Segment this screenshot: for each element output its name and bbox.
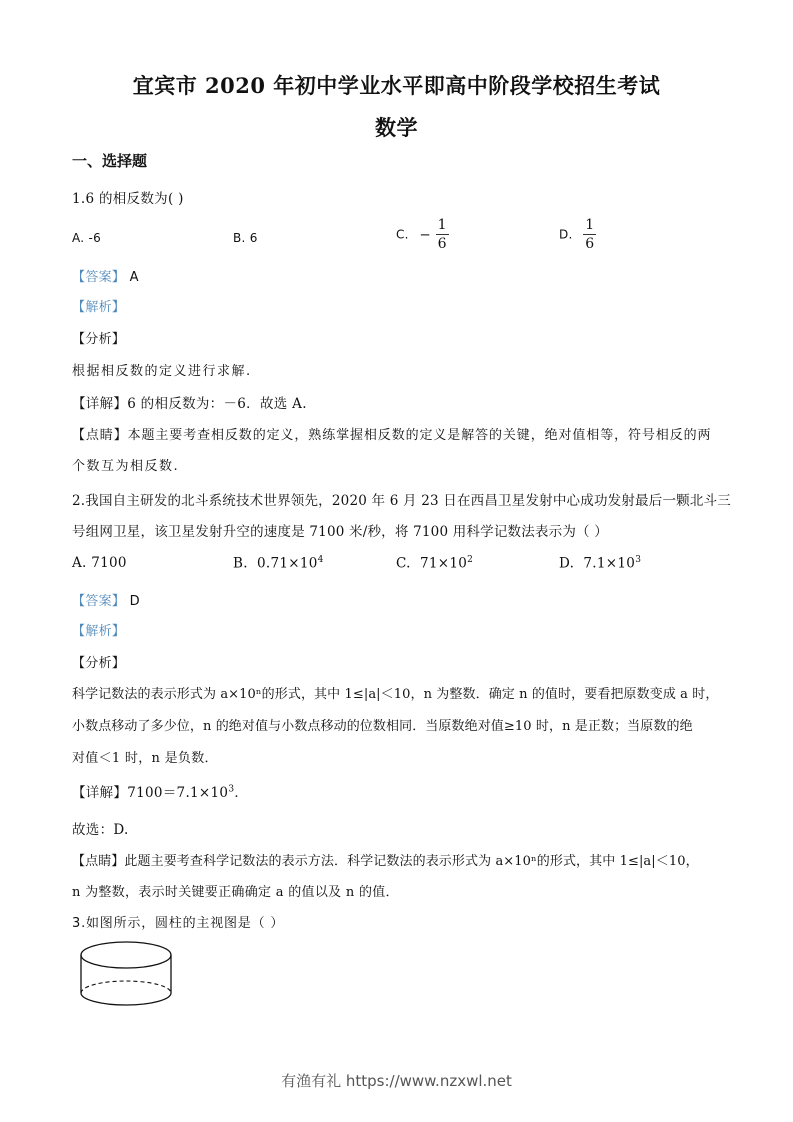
q1-comment-line2: 个数互为相反数.: [72, 459, 180, 474]
q2-choose: 故选：D.: [72, 822, 129, 838]
answer-value: A: [129, 270, 139, 285]
q1-option-b: B. 6: [233, 231, 258, 245]
answer-label: 【答案】: [72, 594, 126, 609]
comment-label: 【点睛】: [72, 854, 125, 869]
q2-option-b: B. $0.71\times 10^4$: [233, 555, 324, 572]
q2-detail: 【详解】$7100=7.1\times 10^3$．: [72, 784, 249, 801]
detail-label: 【详解】: [72, 396, 128, 412]
footer-watermark: 有渔有礼 https://www.nzxwl.net: [281, 1072, 512, 1090]
exam-title: 宜宾市 2020 年初中学业水平即高中阶段学校招生考试: [132, 73, 661, 98]
q2-answer: [72, 590, 140, 609]
q2-fenxi-line1: 科学记数法的表示形式为 a×10ⁿ的形式，其中 1≤|a|＜10，n 为整数．确定 n 的值时，要看把原数变成 a 时，: [72, 687, 719, 702]
q1-fenxi-label: 【分析】: [72, 332, 126, 347]
q2-option-a: A. 7100: [72, 555, 127, 571]
q2-stem-line1: 2.我国自主研发的北斗系统技术世界领先，2020 年 6 月 23 日在西昌卫星发射中心成功发射最后一颗北斗三: [72, 493, 731, 509]
q2-analysis-label: 【解析】: [72, 624, 126, 639]
q1-detail: 【详解】6 的相反数为：－6．故选 A.: [72, 396, 307, 412]
q1-answer: [72, 266, 139, 285]
q1-option-a: A. -6: [72, 231, 102, 245]
q2-fenxi-line3: 对值＜1 时，n 是负数．: [72, 751, 218, 766]
q1-option-d: [559, 216, 596, 253]
answer-value: D: [129, 594, 140, 609]
q1-option-c: [396, 216, 449, 253]
q3-stem: 3.如图所示，圆柱的主视图是（ ）: [72, 916, 285, 931]
q2-fenxi-line2: 小数点移动了多少位，n 的绝对值与小数点移动的位数相同．当原数绝对值≥10 时，n 是正数；当原数的绝: [72, 719, 693, 734]
q2-fenxi-label: 【分析】: [72, 656, 126, 671]
fraction: $\frac{1}{6}$: [437, 217, 447, 252]
fraction: $\frac{1}{6}$: [585, 217, 595, 252]
q2-comment: 【点睛】此题主要考查科学记数法的表示方法．科学记数法的表示形式为 a×10ⁿ的形式，其中 1≤|a|＜10，: [72, 854, 699, 869]
q1-comment: 【点睛】本题主要考查相反数的定义，熟练掌握相反数的定义是解答的关键，绝对值相等，符号相反的两: [72, 428, 712, 443]
cylinder-figure: [78, 938, 178, 1010]
minus-sign: −: [419, 226, 432, 243]
q1-option-d-label: D.: [559, 227, 573, 242]
subject-title: 数学: [375, 115, 418, 140]
q2-comment-line2: n 为整数，表示时关键要正确确定 a 的值以及 n 的值．: [72, 885, 399, 900]
q1-stem: 1.6 的相反数为( ): [72, 191, 184, 207]
q2-option-c: C. $71\times 10^2$: [396, 555, 474, 572]
comment-label: 【点睛】: [72, 428, 128, 443]
detail-label: 【详解】: [72, 785, 128, 801]
q1-option-c-label: C.: [396, 227, 409, 242]
q1-fenxi-text: 根据相反数的定义进行求解.: [72, 364, 252, 379]
section-heading: 一、选择题: [72, 152, 148, 170]
answer-label: 【答案】: [72, 270, 126, 285]
q2-option-d: D. $7.1\times 10^3$: [559, 555, 642, 572]
q1-analysis-label: 【解析】: [72, 300, 126, 315]
q2-stem-line2: 号组网卫星，该卫星发射升空的速度是 7100 米/秒，将 7100 用科学记数法表示为（ ）: [72, 524, 608, 540]
